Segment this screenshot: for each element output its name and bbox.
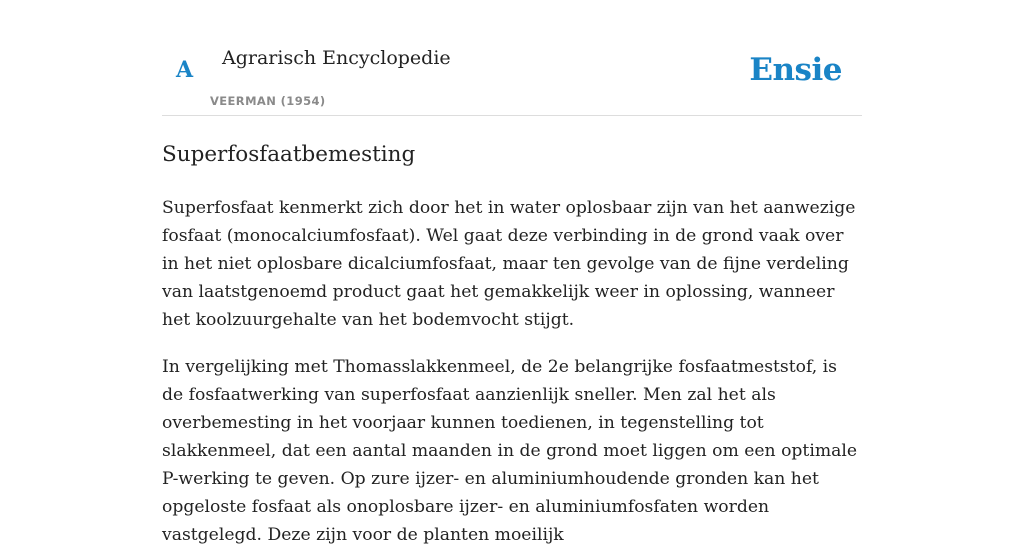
article-paragraph: In vergelijking met Thomasslakkenmeel, de 2e belangrijke fosfaatmeststof, is de fosfaatwerking van superfosfaat aanzienlijk sneller. Men zal het als overbemesting in het voorjaar kunnen toedienen, in tegenstelling tot slakkenmeel, dat een aantal maanden in de grond moet liggen om een optimale P-werking te geven. Op zure ijzer- en aluminiumhoudende gronden kan het opgeloste fosfaat als onoplosbare ijzer- en aluminiumfosfaten worden vastgelegd. Deze zijn voor de planten moeilijk (162, 357, 858, 545)
ensie-logo[interactable]: Ensie (749, 52, 842, 88)
source-header (162, 0, 862, 116)
source-author-year: VEERMAN (1954) (210, 94, 326, 108)
article-body (162, 194, 862, 549)
source-letter-link[interactable]: A (176, 57, 194, 83)
source-title-link[interactable]: Agrarisch Encyclopedie (222, 47, 451, 69)
page-container (162, 0, 862, 549)
article-title: Superfosfaatbemesting (162, 142, 416, 167)
article-paragraph: Superfosfaat kenmerkt zich door het in water oplosbaar zijn van het aanwezige fosfaat (monocalciumfosfaat). Wel gaat deze verbinding in de grond vaak over in het niet oplosbare dicalciumfosfaat, maar ten gevolge van de fijne verdeling van laatstgenoemd product gaat het gemakkelijk weer in oplossing, wanneer het koolzuurgehalte van het bodemvocht stijgt. (162, 198, 856, 330)
